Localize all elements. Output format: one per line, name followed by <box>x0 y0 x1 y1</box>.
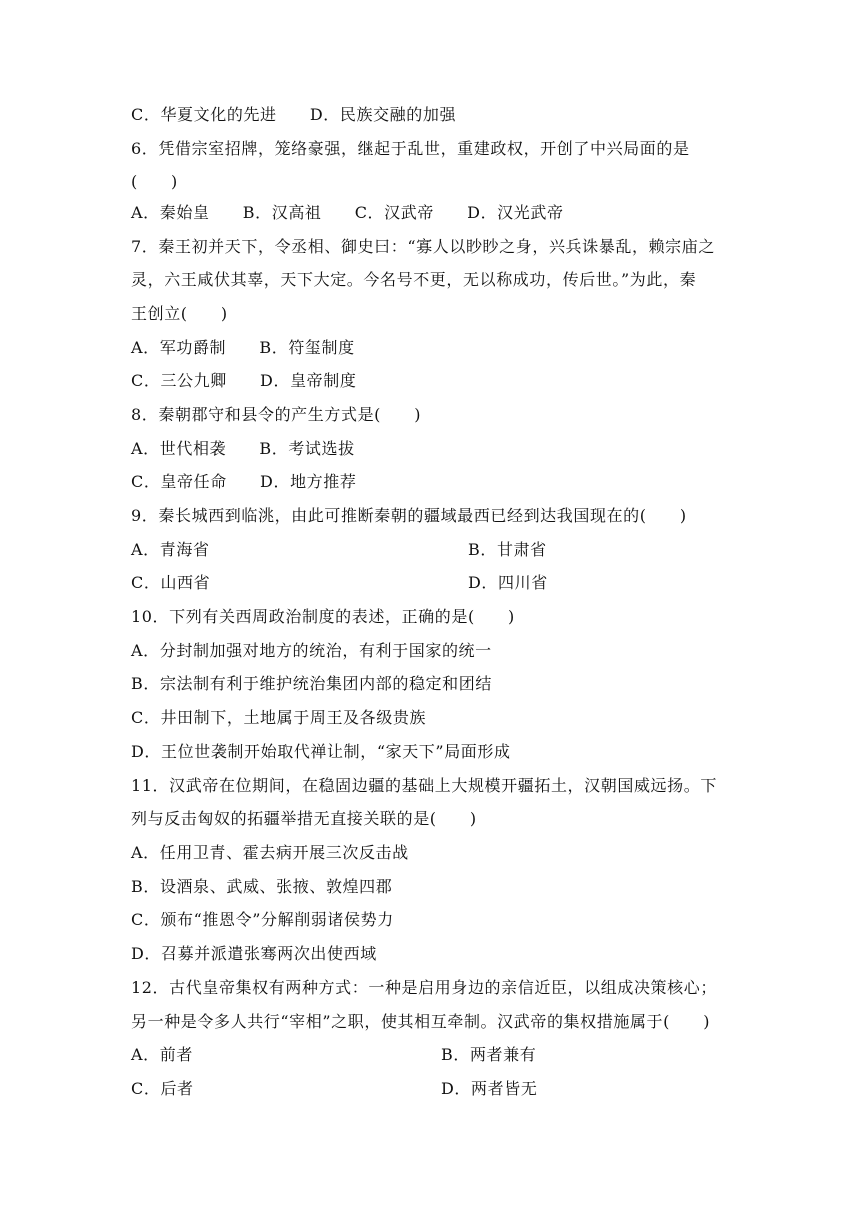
options-line: A．青海省 B．甘肃省 <box>131 540 547 559</box>
options-line: D．王位世袭制开始取代禅让制，“家天下”局面形成 <box>131 742 511 761</box>
options-line: A．任用卫青、霍去病开展三次反击战 <box>131 843 409 862</box>
options-line: A．军功爵制 B．符玺制度 <box>131 338 355 357</box>
question-9: 9．秦长城西到临洮，由此可推断秦朝的疆域最西已经到达我国现在的( ) <box>131 506 687 525</box>
text-line: ( ) <box>131 172 178 191</box>
question-11: 11．汉武帝在位期间，在稳固边疆的基础上大规模开疆拓土，汉朝国威远扬。下 <box>131 776 717 795</box>
question-8: 8．秦朝郡守和县令的产生方式是( ) <box>131 405 422 424</box>
options-line: C．三公九卿 D．皇帝制度 <box>131 371 357 390</box>
options-line: A．分封制加强对地方的统治，有利于国家的统一 <box>131 641 492 660</box>
options-line: C．井田制下，土地属于周王及各级贵族 <box>131 708 427 727</box>
options-line: A．世代相袭 B．考试选拔 <box>131 439 355 458</box>
text-line: 列与反击匈奴的拓疆举措无直接关联的是( ) <box>131 809 477 828</box>
options-line: A．前者 B．两者兼有 <box>131 1045 537 1064</box>
question-10: 10．下列有关西周政治制度的表述，正确的是( ) <box>131 607 515 626</box>
options-line: C．山西省 D．四川省 <box>131 573 548 592</box>
options-line: C．颁布“推恩令”分解削弱诸侯势力 <box>131 910 394 929</box>
options-line: A．秦始皇 B．汉高祖 C．汉武帝 D．汉光武帝 <box>131 203 564 222</box>
options-line: B．设酒泉、武威、张掖、敦煌四郡 <box>131 877 393 896</box>
text-line: C．华夏文化的先进 D．民族交融的加强 <box>131 105 457 124</box>
options-line: C．后者 D．两者皆无 <box>131 1079 538 1098</box>
question-6: 6．凭借宗室招牌，笼络豪强，继起于乱世，重建政权，开创了中兴局面的是 <box>131 139 690 158</box>
options-line: D．召募并派遣张骞两次出使西域 <box>131 944 377 963</box>
options-line: C．皇帝任命 D．地方推荐 <box>131 472 357 491</box>
options-line: B．宗法制有利于维护统治集团内部的稳定和团结 <box>131 674 492 693</box>
text-line: 王创立( ) <box>131 304 228 323</box>
text-line: 另一种是令多人共行“宰相”之职，使其相互牵制。汉武帝的集权措施属于( ) <box>131 1012 711 1031</box>
question-12: 12．古代皇帝集权有两种方式：一种是启用身边的亲信近臣，以组成决策核心； <box>131 978 717 997</box>
question-7: 7．秦王初并天下，令丞相、御史曰：“寡人以眇眇之身，兴兵诛暴乱，赖宗庙之 <box>131 237 715 256</box>
text-line: 灵，六王咸伏其辜，天下大定。今名号不更，无以称成功，传后世。”为此，秦 <box>131 270 697 289</box>
